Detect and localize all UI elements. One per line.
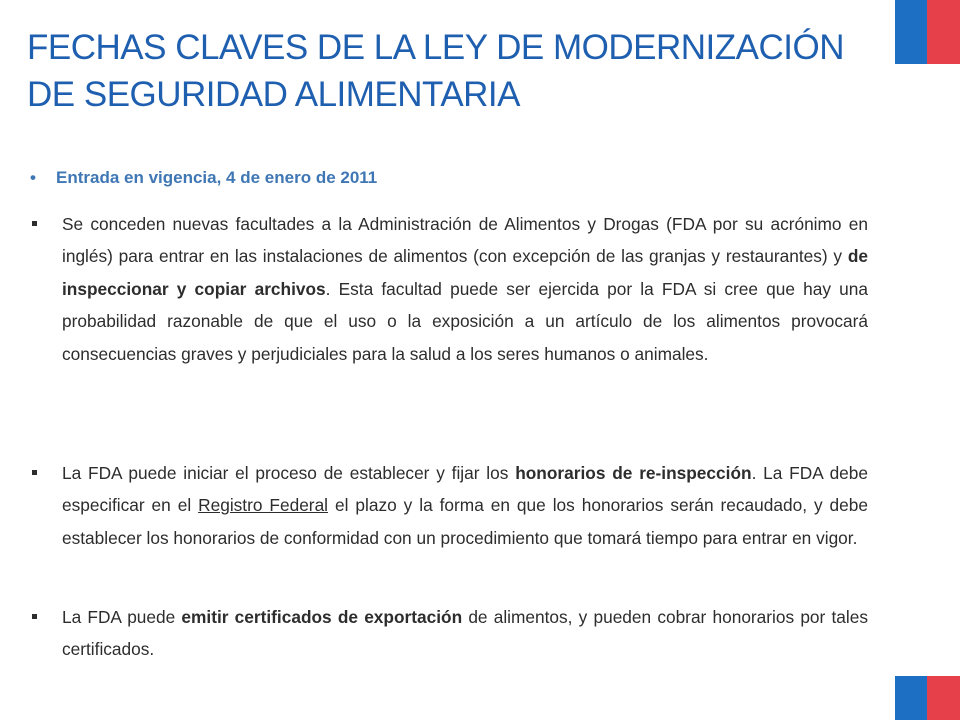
list-item <box>30 601 868 666</box>
list-item-text <box>62 208 868 370</box>
section-heading-text: Entrada en vigencia, 4 de enero de 2011 <box>56 168 378 187</box>
text-run: el plazo y la forma en que los honorarios serán recaudado, y debe establecer los honorarios de conformidad con un procedimiento que tomará tiempo para entrar en vigor. <box>62 495 868 548</box>
text-run: de alimentos, y pueden cobrar honorarios por tales certificados. <box>62 607 868 660</box>
registro-federal-link[interactable]: Registro Federal <box>198 495 329 516</box>
chile-flag-stripe-bottom <box>895 676 960 720</box>
bullet-icon: • <box>30 168 36 187</box>
square-bullet-icon <box>32 614 37 619</box>
list-item <box>30 208 868 370</box>
flag-red-band <box>927 0 960 64</box>
slide-title: FECHAS CLAVES DE LA LEY DE MODERNIZACIÓN DE SEGURIDAD ALIMENTARIA <box>27 28 844 114</box>
flag-blue-band <box>895 0 927 64</box>
text-run: . Esta facultad puede ser ejercida por la FDA si cree que hay una probabilidad razonable de que el uso o la exposición a un artículo de los alimentos provocará consecuencias graves y perjudiciales para la salud a los seres humanos o animales. <box>62 278 868 364</box>
bold-phrase: honorarios de re-inspección <box>515 463 752 483</box>
flag-blue-band <box>895 676 927 720</box>
bold-phrase: emitir certificados de exportación <box>181 607 463 627</box>
text-run: La FDA puede <box>62 607 182 627</box>
bold-phrase: de inspeccionar y copiar archivos <box>62 246 868 299</box>
list-item-text <box>62 457 868 554</box>
list-item-text <box>62 601 868 666</box>
flag-red-band <box>927 676 960 720</box>
square-bullet-icon <box>32 221 37 226</box>
square-bullet-icon <box>32 470 37 475</box>
text-run: Se conceden nuevas facultades a la Administración de Alimentos y Drogas (FDA por su acrónimo en inglés) para entrar en las instalaciones de alimentos (con excepción de las granjas y restaurantes) y <box>62 214 868 267</box>
section-heading <box>30 166 850 190</box>
list-item <box>30 457 868 554</box>
text-run: La FDA puede iniciar el proceso de establecer y fijar los <box>62 463 516 483</box>
text-run: . La FDA debe especificar en el <box>62 463 869 516</box>
chile-flag-stripe-top <box>895 0 960 64</box>
